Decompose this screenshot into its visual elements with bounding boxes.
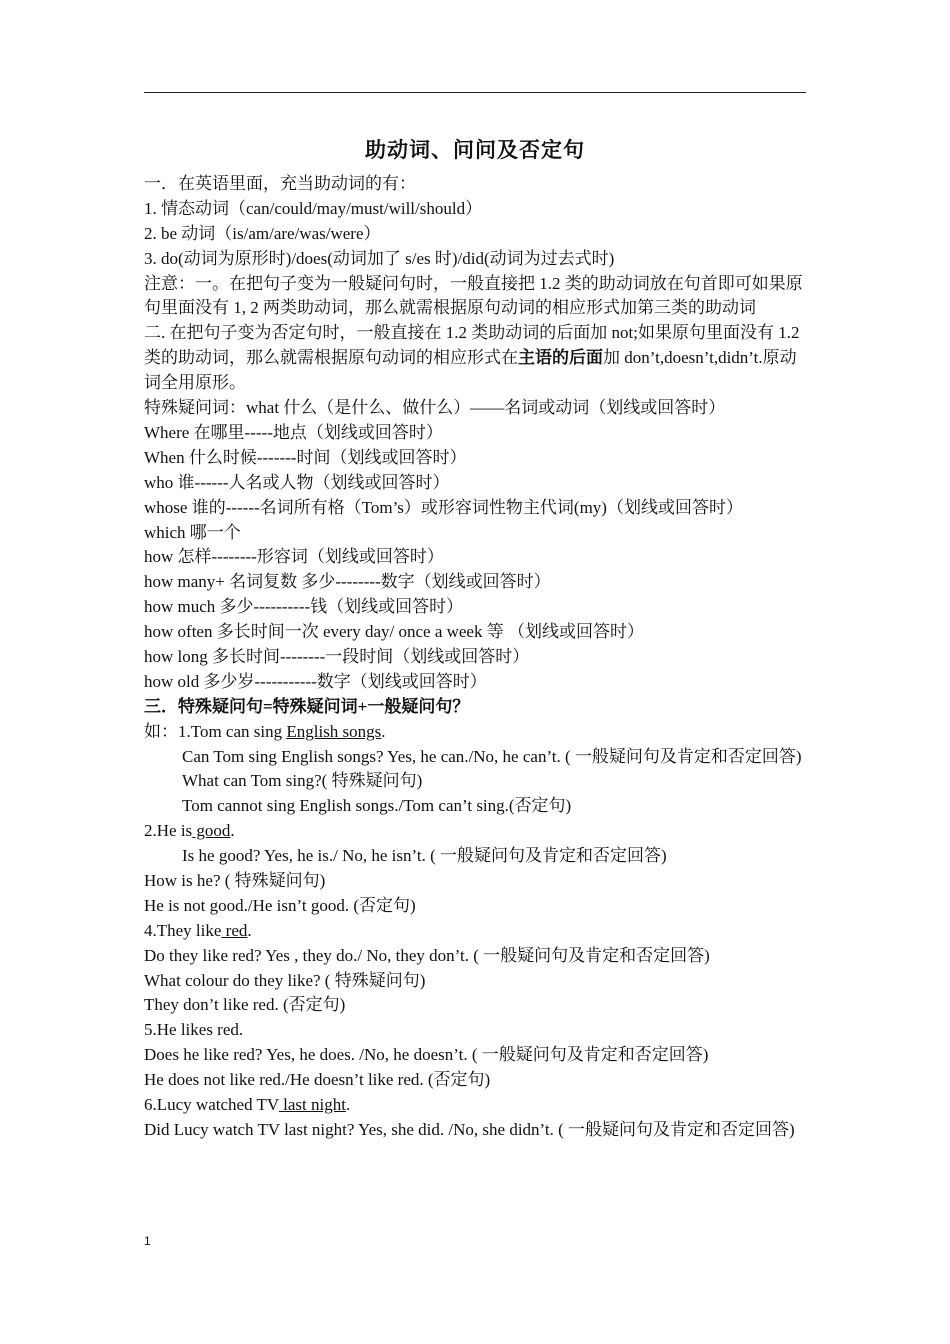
text-line: 特殊疑问词：what 什么（是什么、做什么）——名词或动词（划线或回答时） (144, 398, 726, 418)
underlined-text: good (192, 821, 231, 841)
text-line: who 谁------人名或人物（划线或回答时） (144, 472, 450, 492)
page-title: 助动词、问问及否定句 (365, 137, 585, 162)
text-line: whose 谁的------名词所有格（Tom’s）或形容词性物主代词(my)（划线或回答时） (144, 497, 743, 517)
underlined-text: red (221, 920, 248, 940)
text-line: What colour do they like? ( 特殊疑问句) (144, 970, 426, 990)
text-span: . (230, 821, 235, 841)
text-line: He does not like red./He doesn’t like red. (否定句) (144, 1070, 491, 1090)
text-line: He is not good./He isn’t good. (否定句) (144, 895, 416, 915)
text-line: When 什么时候-------时间（划线或回答时） (144, 447, 467, 467)
negation-paragraph (144, 321, 810, 396)
text-line: What can Tom sing?( 特殊疑问句) (182, 771, 423, 791)
page-number: 1 (144, 1234, 151, 1248)
text-span: 4.They like (144, 920, 222, 940)
text-line: Can Tom sing English songs? Yes, he can./No, he can’t. ( 一般疑问句及肯定和否定回答) (182, 746, 802, 766)
text-line: Is he good? Yes, he is./ No, he isn’t. ( 一般疑问句及肯定和否定回答) (182, 846, 667, 866)
text-line: how old 多少岁-----------数字（划线或回答时） (144, 671, 487, 691)
text-line: 一．在英语里面，充当助动词的有： (144, 174, 416, 193)
note-paragraph: 注意：一。在把句子变为一般疑问句时，一般直接把 1.2 类的助动词放在句首即可如果原句里面没有 1, 2 两类助动词，那么就需根据原句动词的相应形式加第三类的助动词 (144, 273, 803, 318)
text-line: Where 在哪里-----地点（划线或回答时） (144, 422, 443, 442)
text-line: Do they like red? Yes , they do./ No, they don’t. ( 一般疑问句及肯定和否定回答) (144, 945, 710, 965)
text-span: . (345, 1095, 351, 1115)
example-line (144, 819, 810, 844)
text-line: 3. do(动词为原形时)/does(动词加了 s/es 时)/did(动词为过去式时) (144, 248, 615, 268)
text-line: They don’t like red. (否定句) (144, 995, 346, 1015)
underlined-text: English songs (286, 721, 382, 741)
text-line: how 怎样--------形容词（划线或回答时） (144, 547, 444, 567)
text-span: . (381, 721, 386, 741)
text-span: 2.He is (144, 821, 193, 841)
underlined-text: last night (278, 1095, 346, 1115)
text-line: Did Lucy watch TV last night? Yes, she did. /No, she didn’t. ( 一般疑问句及肯定和否定回答) (144, 1119, 795, 1139)
text-line: how much 多少----------钱（划线或回答时） (144, 597, 464, 617)
text-line: how often 多长时间一次 every day/ once a week 等 （划线或回答时） (144, 622, 644, 642)
text-line: 5.He likes red. (144, 1020, 244, 1040)
text-line: 2. be 动词（is/am/are/was/were） (144, 223, 381, 243)
text-line: 1. 情态动词（can/could/may/must/will/should） (144, 198, 483, 218)
text-line: how long 多长时间--------一段时间（划线或回答时） (144, 647, 530, 666)
text-span: 6.Lucy watched TV (144, 1095, 279, 1115)
emphasis-text: 主语的后面 (518, 348, 603, 368)
text-span: 如：1.Tom can sing (144, 721, 287, 741)
example-line (144, 1093, 810, 1118)
text-line: Does he like red? Yes, he does. /No, he doesn’t. ( 一般疑问句及肯定和否定回答) (144, 1045, 709, 1065)
text-line: which 哪一个 (144, 522, 241, 542)
document-body (144, 172, 810, 1143)
example-line (144, 919, 810, 944)
text-line: How is he? ( 特殊疑问句) (144, 871, 326, 891)
header-rule (144, 92, 806, 93)
text-line: how many+ 名词复数 多少--------数字（划线或回答时） (144, 572, 551, 592)
text-span: 加 don’t,doesn’t,didn’t.原动词全用原形。 (144, 348, 797, 393)
text-span: 二. 在把句子变为否定句时，一般直接在 1.2 类助动词的后面加 not;如果原句里面没有 1.2 类的助动词，那么就需根据原句动词的相应形式在 (144, 323, 800, 368)
example-line (144, 720, 810, 745)
section-heading: 三．特殊疑问句=特殊疑问词+一般疑问句？ (144, 696, 470, 716)
text-line: Tom cannot sing English songs./Tom can’t sing.(否定句) (182, 796, 572, 816)
text-span: . (247, 920, 252, 940)
